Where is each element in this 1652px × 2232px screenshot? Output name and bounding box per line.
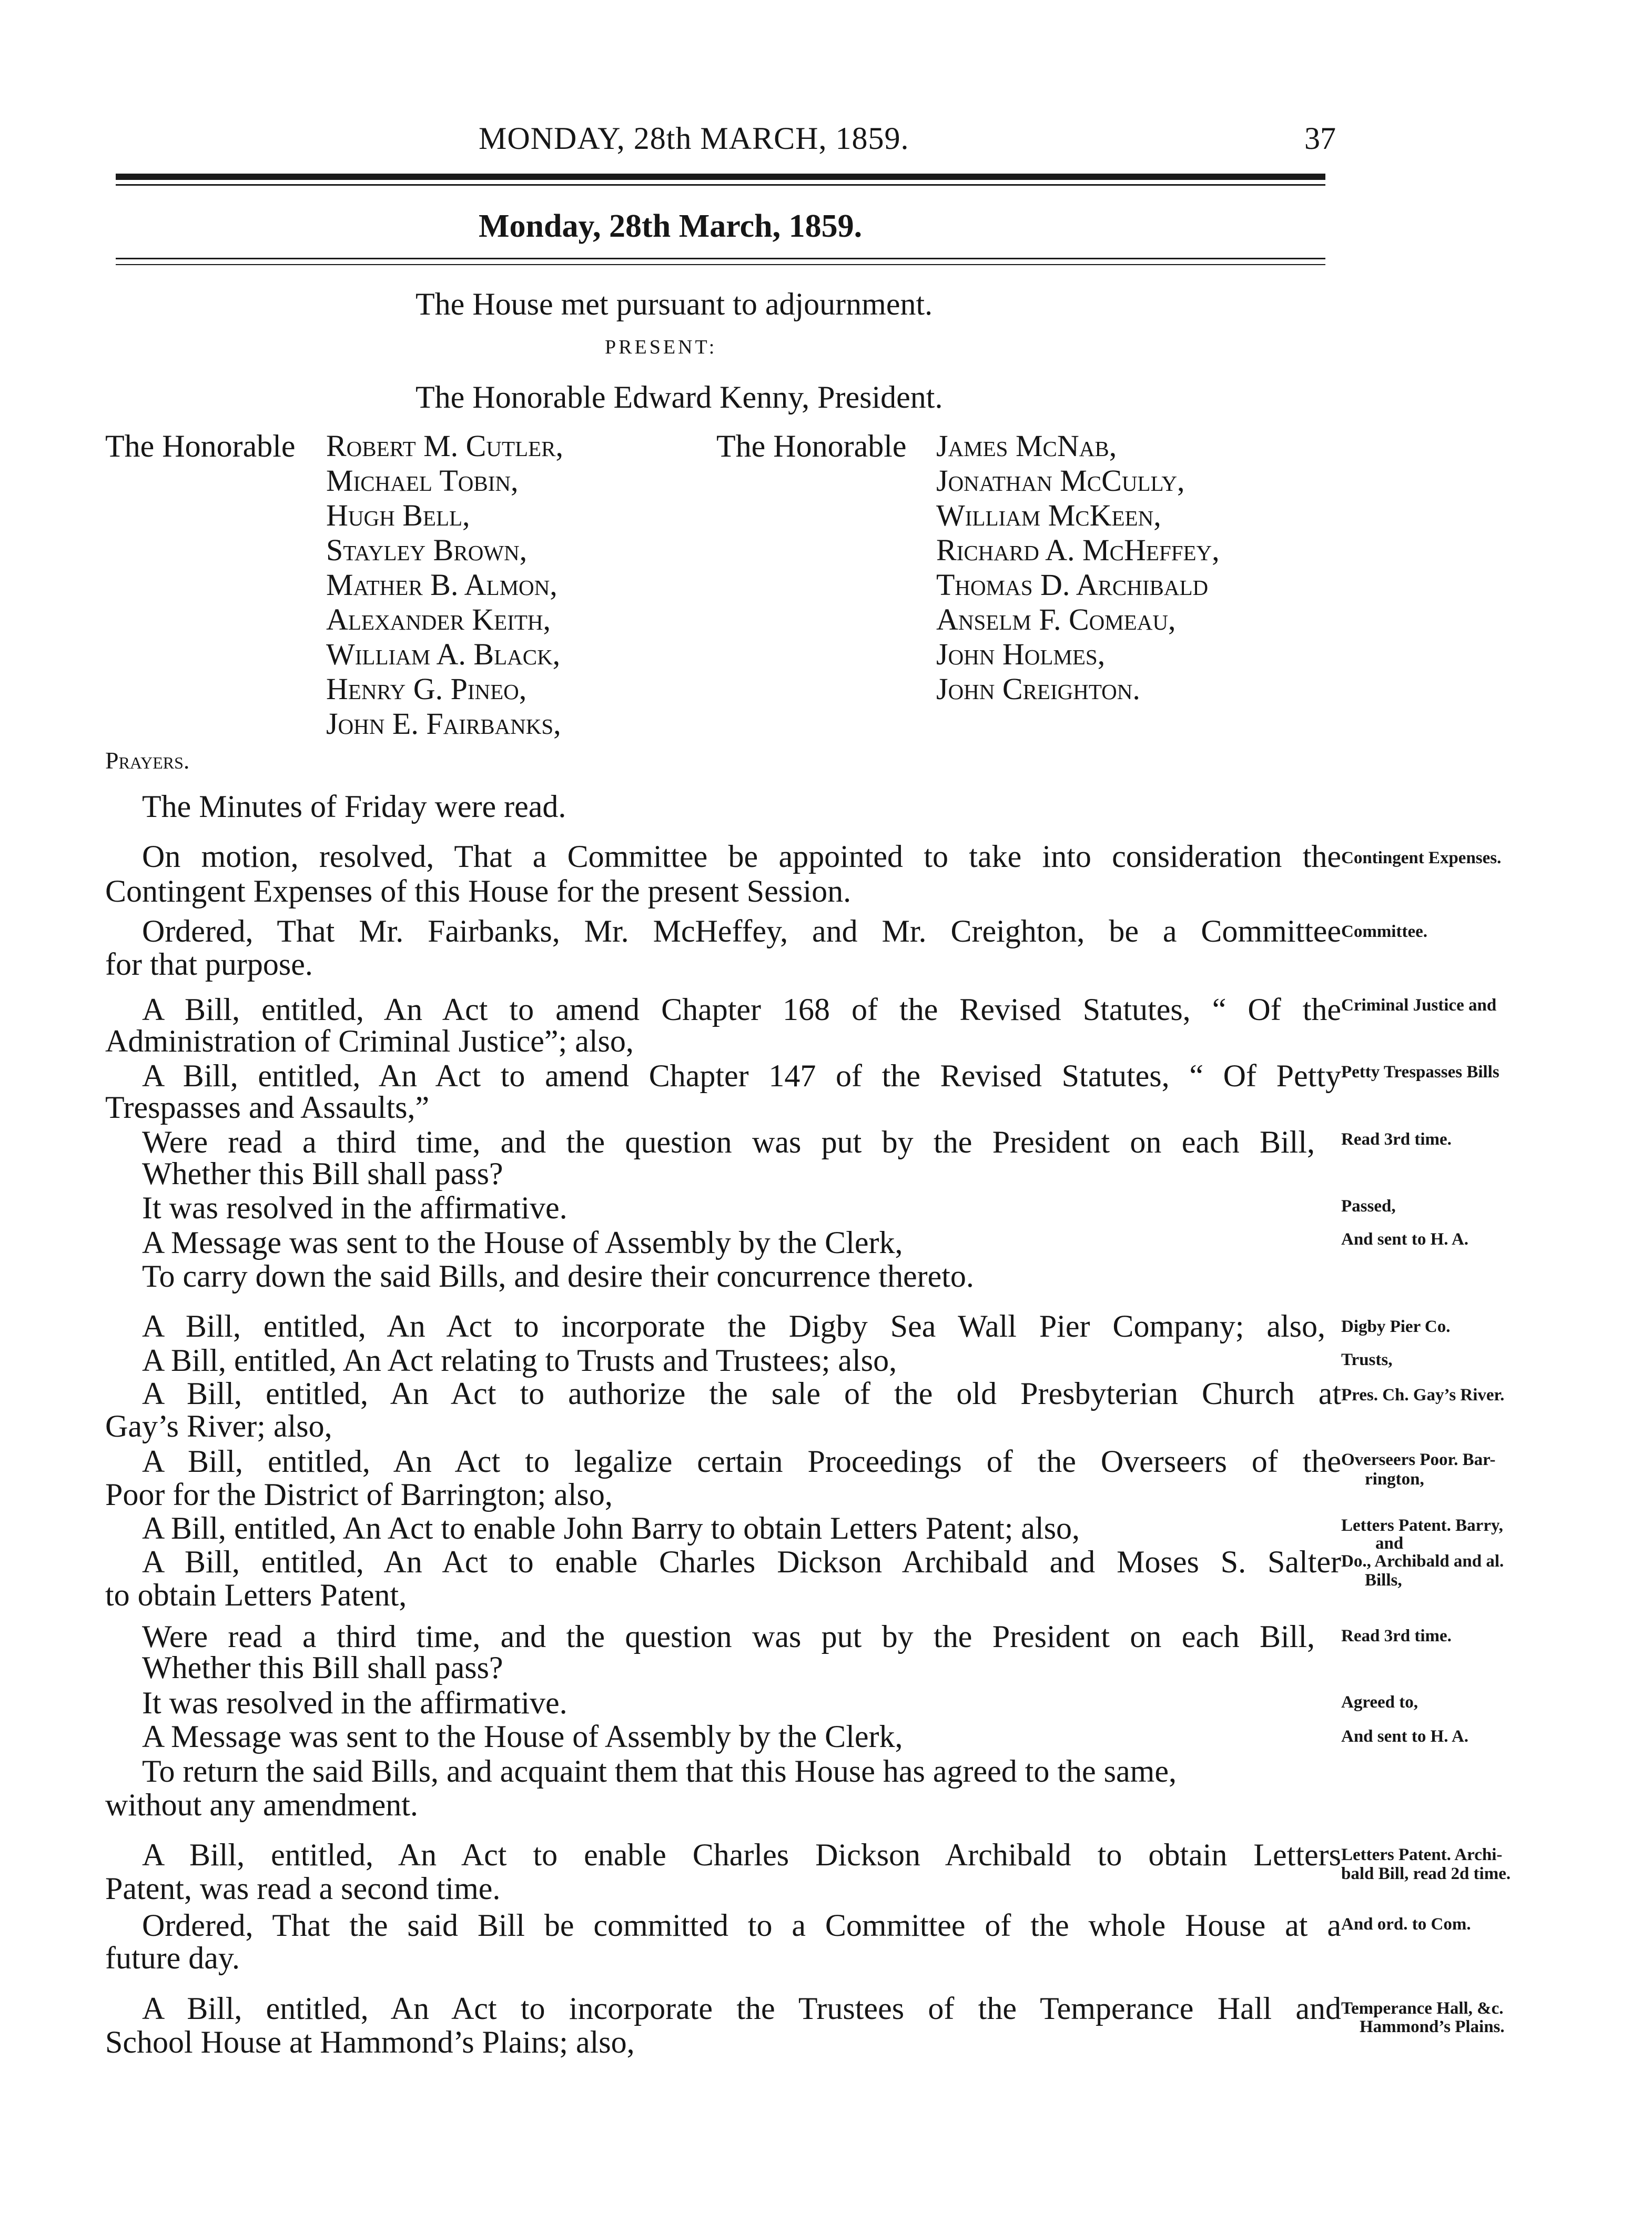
member-left: Alexander Keith, xyxy=(326,602,551,637)
margin-note: Trusts, xyxy=(1341,1350,1393,1369)
body-line: On motion, resolved, That a Committee be appointed to take into consideration the xyxy=(142,839,1341,874)
body-line: without any amendment. xyxy=(105,1787,418,1822)
member-left: John E. Fairbanks, xyxy=(326,706,561,741)
body-line: Patent, was read a second time. xyxy=(105,1871,501,1906)
page-number: 37 xyxy=(1304,121,1336,156)
margin-note: Passed, xyxy=(1341,1197,1396,1216)
body-line: A Bill, entitled, An Act to amend Chapter 147 of the Revised Statutes, “ Of Petty xyxy=(142,1058,1341,1093)
member-left: Robert M. Cutler, xyxy=(326,429,563,463)
member-left: Henry G. Pineo, xyxy=(326,672,527,706)
body-line: Were read a third time, and the question was put by the President on each Bill, xyxy=(142,1125,1315,1159)
body-line: Ordered, That the said Bill be committed to a Committee of the whole House at a xyxy=(142,1908,1341,1943)
margin-note: and xyxy=(1375,1534,1404,1553)
member-left: William A. Black, xyxy=(326,637,561,671)
member-right: James McNab, xyxy=(936,429,1117,463)
body-line: Contingent Expenses of this House for the present Session. xyxy=(105,874,852,908)
margin-note: Letters Patent. Archi- xyxy=(1341,1845,1503,1864)
body-line: A Bill, entitled, An Act to incorporate the Trustees of the Temperance Hall and xyxy=(142,1991,1341,2026)
margin-note: bald Bill, read 2d time. xyxy=(1341,1864,1511,1883)
body-line: Whether this Bill shall pass? xyxy=(142,1650,503,1685)
member-left: Hugh Bell, xyxy=(326,498,470,532)
member-right: John Creighton. xyxy=(936,672,1140,706)
body-line: A Bill, entitled, An Act to enable Charles Dickson Archibald to obtain Letters xyxy=(142,1837,1341,1872)
margin-note: Bills, xyxy=(1365,1571,1402,1590)
heading-rule-bottom xyxy=(116,264,1325,265)
body-line: A Bill, entitled, An Act to enable Charles Dickson Archibald and Moses S. Salter xyxy=(142,1544,1341,1579)
margin-note: Overseers Poor. Bar- xyxy=(1341,1450,1496,1469)
member-right: William McKeen, xyxy=(936,498,1161,532)
body-line: A Bill, entitled, An Act to legalize certain Proceedings of the Overseers of the xyxy=(142,1444,1341,1479)
heading-rule-top xyxy=(116,258,1325,259)
margin-note: Read 3rd time. xyxy=(1341,1627,1452,1645)
margin-note: And sent to H. A. xyxy=(1341,1727,1469,1746)
body-line: A Bill, entitled, An Act to authorize the sale of the old Presbyterian Church at xyxy=(142,1376,1341,1411)
margin-note: Agreed to, xyxy=(1341,1693,1418,1712)
member-right: Anselm F. Comeau, xyxy=(936,602,1176,637)
body-line: A Bill, entitled, An Act relating to Trusts and Trustees; also, xyxy=(142,1343,897,1378)
body-line: To carry down the said Bills, and desire their concurrence thereto. xyxy=(142,1259,974,1294)
body-line: Whether this Bill shall pass? xyxy=(142,1156,503,1191)
member-left: Michael Tobin, xyxy=(326,463,519,498)
body-line: Were read a third time, and the question was put by the President on each Bill, xyxy=(142,1619,1315,1654)
margin-note: Read 3rd time. xyxy=(1341,1130,1452,1149)
member-right: Richard A. McHeffey, xyxy=(936,533,1220,567)
body-line: It was resolved in the affirmative. xyxy=(142,1190,567,1225)
body-line: Poor for the District of Barrington; also, xyxy=(105,1477,613,1512)
body-line: A Bill, entitled, An Act to amend Chapter 168 of the Revised Statutes, “ Of the xyxy=(142,992,1341,1027)
running-title: MONDAY, 28th MARCH, 1859. xyxy=(479,121,909,156)
margin-note: Letters Patent. Barry, xyxy=(1341,1516,1503,1535)
margin-note: Digby Pier Co. xyxy=(1341,1317,1451,1336)
president-line: The Honorable Edward Kenny, President. xyxy=(415,380,943,415)
house-met-line: The House met pursuant to adjournment. xyxy=(415,287,933,321)
body-line: It was resolved in the affirmative. xyxy=(142,1685,567,1720)
body-line: To return the said Bills, and acquaint them that this House has agreed to the same, xyxy=(142,1754,1177,1789)
body-line: A Message was sent to the House of Assembly by the Clerk, xyxy=(142,1719,903,1754)
body-line: Ordered, That Mr. Fairbanks, Mr. McHeffey, and Mr. Creighton, be a Committee xyxy=(142,914,1341,948)
member-right: Jonathan McCully, xyxy=(936,463,1185,498)
body-line: to obtain Letters Patent, xyxy=(105,1578,407,1612)
margin-note: Do., Archibald and al. xyxy=(1341,1552,1504,1571)
body-line: for that purpose. xyxy=(105,947,313,982)
body-line: A Bill, entitled, An Act to enable John Barry to obtain Letters Patent; also, xyxy=(142,1511,1080,1546)
member-right: Thomas D. Archibald xyxy=(936,568,1209,602)
margin-note: Petty Trespasses Bills xyxy=(1341,1063,1499,1082)
body-line: A Bill, entitled, An Act to incorporate the Digby Sea Wall Pier Company; also, xyxy=(142,1309,1325,1344)
body-line: The Minutes of Friday were read. xyxy=(142,789,566,824)
margin-note: Committee. xyxy=(1341,922,1428,941)
body-line: A Message was sent to the House of Assembly by the Clerk, xyxy=(142,1225,903,1260)
body-line: School House at Hammond’s Plains; also, xyxy=(105,2025,635,2059)
header-rule-thin xyxy=(116,184,1325,186)
present-label: PRESENT: xyxy=(605,336,717,358)
date-heading: Monday, 28th March, 1859. xyxy=(479,208,863,244)
member-left: Stayley Brown, xyxy=(326,533,528,567)
prayers-label: Prayers. xyxy=(105,747,190,774)
margin-note: And sent to H. A. xyxy=(1341,1230,1469,1249)
margin-note: And ord. to Com. xyxy=(1341,1915,1471,1934)
margin-note: Contingent Expenses. xyxy=(1341,849,1502,867)
member-left: Mather B. Almon, xyxy=(326,568,558,602)
margin-note: Pres. Ch. Gay’s River. xyxy=(1341,1386,1505,1405)
header-rule-thick xyxy=(116,174,1325,180)
margin-note: Temperance Hall, &c. xyxy=(1341,1999,1504,2018)
body-line: Gay’s River; also, xyxy=(105,1409,332,1443)
margin-note: Criminal Justice and xyxy=(1341,996,1497,1015)
member-right: John Holmes, xyxy=(936,637,1106,671)
honorable-label-left: The Honorable xyxy=(105,429,296,463)
margin-note: Hammond’s Plains. xyxy=(1360,2017,1505,2036)
margin-note: rington, xyxy=(1365,1470,1424,1489)
body-line: Administration of Criminal Justice”; also, xyxy=(105,1024,634,1058)
honorable-label-right: The Honorable xyxy=(716,429,907,463)
body-line: Trespasses and Assaults,” xyxy=(105,1090,430,1125)
body-line: future day. xyxy=(105,1941,240,1975)
